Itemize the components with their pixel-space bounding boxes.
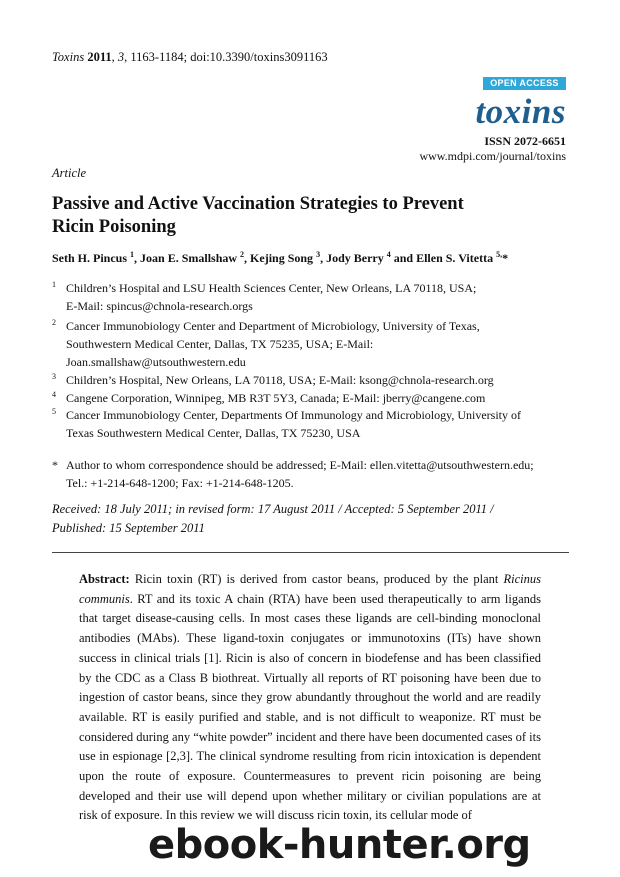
article-type: Article [52, 166, 87, 180]
citation-line: Toxins 2011, 3, 1163-1184; doi:10.3390/toxins3091163 [52, 50, 328, 64]
author-list [52, 250, 508, 266]
affiliation-line: E-Mail: spincus@chnola-research.orgs [66, 299, 253, 313]
author-name: Jody Berry [326, 251, 384, 265]
journal-website-link[interactable]: www.mdpi.com/journal/toxins [419, 149, 566, 163]
affiliation-line: Cangene Corporation, Winnipeg, MB R3T 5Y3, Canada; E-Mail: jberry@cangene.com [66, 391, 486, 405]
publication-dates [52, 500, 572, 538]
affiliation-number: 2 [52, 318, 56, 327]
article-title [52, 193, 522, 239]
affiliation-line: Joan.smallshaw@utsouthwestern.edu [66, 355, 246, 369]
title-line-2: Ricin Poisoning [52, 217, 176, 237]
author-name: Joan E. Smallshaw [140, 251, 238, 265]
open-access-badge: OPEN ACCESS [483, 77, 566, 90]
abstract-species: Ricinus communis [79, 572, 541, 606]
abstract-text: Ricin toxin (RT) is derived from castor beans, produced by the plant [129, 572, 504, 586]
divider [52, 552, 569, 553]
corresponding-star: * [502, 251, 509, 265]
affiliation-5 [52, 406, 572, 442]
affiliation-number: 3 [52, 372, 56, 381]
title-line-1: Passive and Active Vaccination Strategies to Prevent [52, 194, 464, 214]
affiliation-number: 5 [52, 407, 56, 416]
author-name: Seth H. Pincus [52, 251, 128, 265]
affiliation-line: Southwestern Medical Center, Dallas, TX 75235, USA; E-Mail: [66, 337, 374, 351]
author-sup: 4 [386, 250, 391, 259]
affiliation-line: Cancer Immunobiology Center, Departments Of Immunology and Microbiology, University of [66, 408, 521, 422]
affiliation-4 [52, 389, 572, 407]
affiliation-3 [52, 371, 572, 389]
affiliation-line: Cancer Immunobiology Center and Department of Microbiology, University of Texas, [66, 319, 480, 333]
correspondence [52, 456, 572, 492]
author-and: and [390, 251, 417, 265]
author-sep: , [244, 251, 251, 265]
correspondence-star: * [52, 458, 58, 472]
year: 2011 [87, 50, 112, 64]
abstract-text: . RT and its toxic A chain (RTA) have been used therapeutically to arm ligands that target disease-causing cells. In most cases these ligands are cell-binding monoclonal antibodies (MAbs). These ligand-toxin conjugates or immunotoxins (ITs) have shown success in clinical trials [1]. Ricin is also of concern in biodefense and has been classified by the CDC as a Class B biothreat. Virtually all reports of RT poisoning have been due to ingestion of castor beans, since they grow abundantly throughout the world and are readily available. RT is easily purified and stable, and is not difficult to weaponize. RT must be considered during any “white powder” incident and there have been documented cases of its use in espionage [2,3]. The clinical syndrome resulting from ricin intoxication is dependent upon the route of exposure. Countermeasures to prevent ricin poisoning are being developed and their use will depend upon whether military or civilian populations are at risk of exposure. In this review we will discuss ricin toxin, its cellular mode of [79, 591, 541, 823]
author-sep: , [134, 251, 141, 265]
volume: 3 [117, 50, 125, 64]
author-sep: , [320, 251, 327, 265]
journal-logo: toxins [475, 92, 566, 131]
author-sup: 1 [130, 250, 135, 259]
watermark: ebook-hunter.org [148, 822, 531, 868]
affiliation-1 [52, 279, 572, 315]
pages-doi: , 1163-1184; doi:10.3390/toxins3091163 [124, 50, 328, 64]
affiliation-line: Children’s Hospital, New Orleans, LA 70118, USA; E-Mail: ksong@chnola-research.org [66, 373, 494, 387]
affiliation-line: Texas Southwestern Medical Center, Dallas, TX 75230, USA [66, 426, 361, 440]
dates-line: Received: 18 July 2011; in revised form: 17 August 2011 / Accepted: 5 September 2011 / [52, 502, 494, 516]
correspondence-line: Author to whom correspondence should be addressed; E-Mail: ellen.vitetta@utsouthwestern.edu; [66, 458, 534, 472]
author-sup: 5, [496, 250, 503, 259]
affiliation-number: 1 [52, 280, 56, 289]
affiliation-number: 4 [52, 390, 56, 399]
correspondence-line: Tel.: +1-214-648-1200; Fax: +1-214-648-1205. [66, 476, 294, 490]
affiliation-2 [52, 317, 572, 371]
author-name: Kejing Song [250, 251, 314, 265]
affiliation-line: Children’s Hospital and LSU Health Sciences Center, New Orleans, LA 70118, USA; [66, 281, 477, 295]
author-name: Ellen S. Vitetta [416, 251, 494, 265]
dates-line: Published: 15 September 2011 [52, 521, 205, 535]
journal-name: Toxins [52, 50, 85, 64]
issn: ISSN 2072-6651 [484, 134, 566, 148]
author-sup: 2 [240, 250, 245, 259]
abstract-label: Abstract: [79, 572, 130, 586]
author-sup: 3 [316, 250, 321, 259]
abstract [79, 570, 541, 826]
